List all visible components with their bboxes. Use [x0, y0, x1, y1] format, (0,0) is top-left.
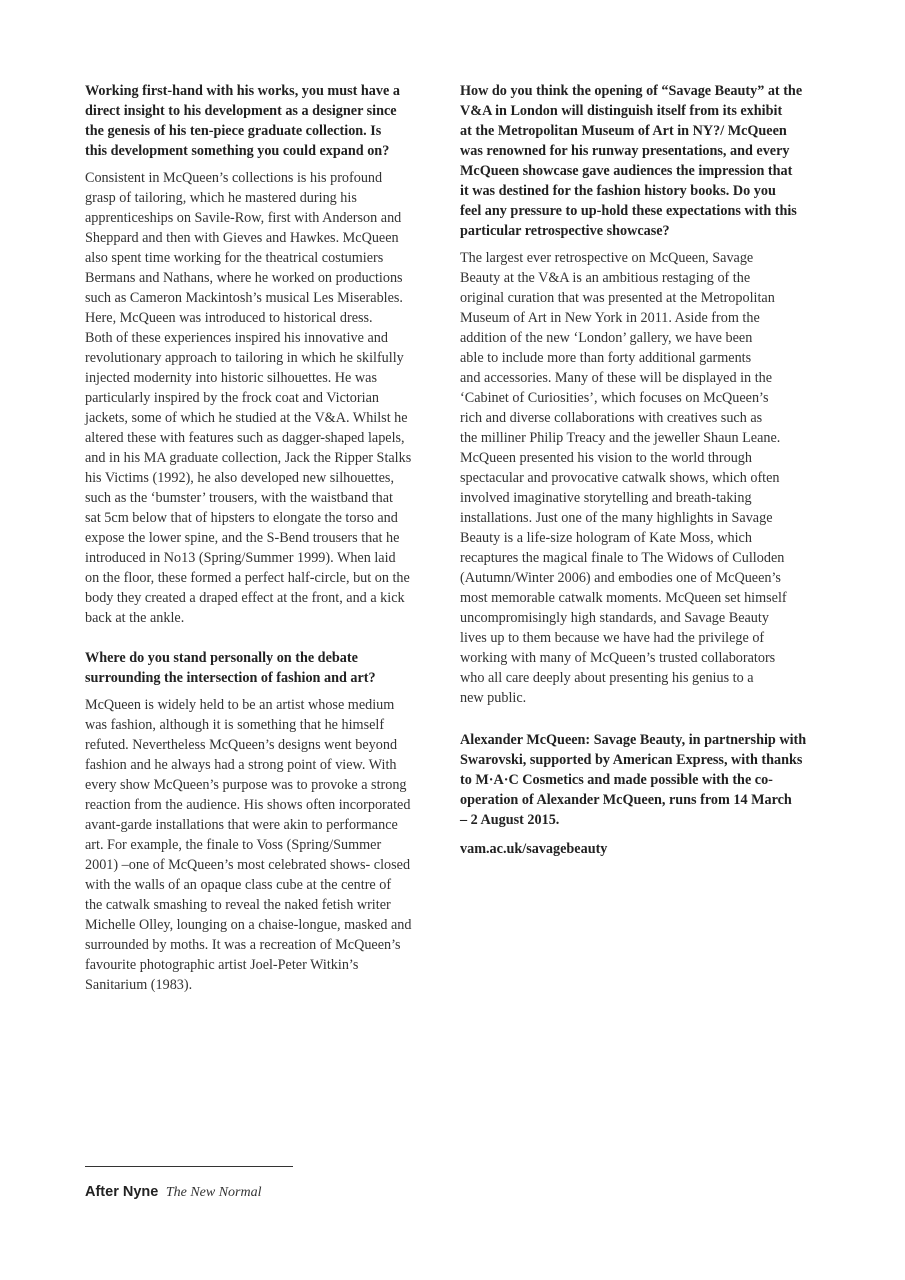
text-line: was renowned for his runway presentations, and every: [460, 143, 790, 159]
text-line: working with many of McQueen’s trusted collaborators: [460, 650, 776, 666]
text-line: this development something you could expand on?: [85, 143, 390, 159]
right-column: [460, 81, 830, 866]
text-line: spectacular and provocative catwalk shows, which often: [460, 470, 780, 486]
text-line: and in his MA graduate collection, Jack the Ripper Stalks: [85, 450, 412, 466]
website-link[interactable]: vam.ac.uk/savagebeauty: [460, 841, 608, 857]
text-line: able to include more than forty additional garments: [460, 350, 752, 366]
text-line: altered these with features such as dagger-shaped lapels,: [85, 430, 405, 446]
text-line: McQueen is widely held to be an artist whose medium: [85, 697, 395, 713]
text-line: fashion and he always had a strong point of view. With: [85, 757, 397, 773]
text-line: the genesis of his ten-piece graduate collection. Is: [85, 123, 382, 139]
text-line: Bermans and Nathans, where he worked on productions: [85, 270, 403, 286]
question-heading: [460, 81, 830, 241]
text-line: introduced in No13 (Spring/Summer 1999). When laid: [85, 550, 396, 566]
text-line: rich and diverse collaborations with creatives such as: [460, 410, 763, 426]
text-line: his Victims (1992), he also developed new silhouettes,: [85, 470, 394, 486]
text-line: lives up to them because we have had the privilege of: [460, 630, 765, 646]
text-line: such as the ‘bumster’ trousers, with the waistband that: [85, 490, 393, 506]
text-line: The largest ever retrospective on McQueen, Savage: [460, 250, 754, 266]
text-line: Sheppard and then with Gieves and Hawkes. McQueen: [85, 230, 399, 246]
text-line: also spent time working for the theatrical costumiers: [85, 250, 384, 266]
text-line: every show McQueen’s purpose was to provoke a strong: [85, 777, 407, 793]
text-line: McQueen presented his vision to the world through: [460, 450, 752, 466]
text-line: Museum of Art in New York in 2011. Aside from the: [460, 310, 760, 326]
text-line: Both of these experiences inspired his innovative and: [85, 330, 388, 346]
text-line: reaction from the audience. His shows often incorporated: [85, 797, 411, 813]
footer-divider: [85, 1166, 293, 1167]
text-line: Consistent in McQueen’s collections is his profound: [85, 170, 383, 186]
text-line: was fashion, although it is something that he himself: [85, 717, 385, 733]
answer-paragraph: [85, 695, 455, 995]
text-line: refuted. Nevertheless McQueen’s designs went beyond: [85, 737, 398, 753]
text-line: art. For example, the finale to Voss (Spring/Summer: [85, 837, 382, 853]
text-line: such as Cameron Mackintosh’s musical Les Miserables.: [85, 290, 403, 306]
text-line: grasp of tailoring, which he mastered during his: [85, 190, 357, 206]
text-line: addition of the new ‘London’ gallery, we have been: [460, 330, 753, 346]
footer-brand: After Nyne: [85, 1184, 159, 1200]
text-line: Beauty at the V&A is an ambitious restaging of the: [460, 270, 751, 286]
answer-paragraph: [85, 168, 455, 628]
text-line: recaptures the magical finale to The Widows of Culloden: [460, 550, 785, 566]
text-line: with the walls of an opaque class cube at the centre of: [85, 877, 392, 893]
text-line: Swarovski, supported by American Express, with thanks: [460, 752, 803, 768]
text-line: uncompromisingly high standards, and Savage Beauty: [460, 610, 769, 626]
text-line: to M·A·C Cosmetics and made possible with the co-: [460, 772, 773, 788]
text-line: it was destined for the fashion history books. Do you: [460, 183, 776, 199]
text-line: McQueen showcase gave audiences the impression that: [460, 163, 793, 179]
text-line: on the floor, these formed a perfect half-circle, but on the: [85, 570, 410, 586]
text-line: Beauty is a life-size hologram of Kate Moss, which: [460, 530, 752, 546]
text-line: Working first-hand with his works, you must have a: [85, 83, 400, 99]
text-line: sat 5cm below that of hipsters to elongate the torso and: [85, 510, 398, 526]
text-line: particularly inspired by the frock coat and Victorian: [85, 390, 379, 406]
text-line: 2001) –one of McQueen’s most celebrated shows- closed: [85, 857, 411, 873]
text-line: original curation that was presented at the Metropolitan: [460, 290, 775, 306]
text-line: the catwalk smashing to reveal the naked fetish writer: [85, 897, 391, 913]
text-line: jackets, some of which he studied at the V&A. Whilst he: [85, 410, 408, 426]
text-line: surrounding the intersection of fashion and art?: [85, 670, 376, 686]
text-line: Sanitarium (1983).: [85, 977, 193, 993]
text-line: Here, McQueen was introduced to historical dress.: [85, 310, 373, 326]
text-line: at the Metropolitan Museum of Art in NY?/ McQueen: [460, 123, 787, 139]
question-heading: [85, 81, 455, 161]
text-line: back at the ankle.: [85, 610, 185, 626]
text-line: – 2 August 2015.: [460, 812, 560, 828]
text-line: revolutionary approach to tailoring in which he skilfully: [85, 350, 404, 366]
text-line: How do you think the opening of “Savage Beauty” at the: [460, 83, 803, 99]
text-line: and accessories. Many of these will be displayed in the: [460, 370, 773, 386]
text-line: operation of Alexander McQueen, runs from 14 March: [460, 792, 792, 808]
text-line: feel any pressure to up-hold these expectations with this: [460, 203, 797, 219]
page-footer: [85, 1184, 262, 1201]
text-line: surrounded by moths. It was a recreation of McQueen’s: [85, 937, 401, 953]
answer-paragraph: [460, 248, 830, 708]
text-line: most memorable catwalk moments. McQueen set himself: [460, 590, 787, 606]
text-line: favourite photographic artist Joel-Peter Witkin’s: [85, 957, 359, 973]
text-line: injected modernity into historic silhouettes. He was: [85, 370, 377, 386]
footer-tagline: The New Normal: [165, 1185, 262, 1200]
text-line: new public.: [460, 690, 527, 706]
text-line: Alexander McQueen: Savage Beauty, in partnership with: [460, 732, 807, 748]
text-line: expose the lower spine, and the S-Bend trousers that he: [85, 530, 400, 546]
text-line: (Autumn/Winter 2006) and embodies one of McQueen’s: [460, 570, 781, 586]
exhibition-credit: [460, 730, 830, 830]
text-line: V&A in London will distinguish itself from its exhibit: [460, 103, 783, 119]
text-line: involved imaginative storytelling and breath-taking: [460, 490, 752, 506]
text-line: Michelle Olley, lounging on a chaise-longue, masked and: [85, 917, 412, 933]
text-line: avant-garde installations that were akin to performance: [85, 817, 398, 833]
text-line: body they created a draped effect at the front, and a kick: [85, 590, 405, 606]
left-column: [85, 81, 455, 1007]
text-line: ‘Cabinet of Curiosities’, which focuses on McQueen’s: [460, 390, 769, 406]
text-line: particular retrospective showcase?: [460, 223, 670, 239]
text-line: who all care deeply about presenting his genius to a: [460, 670, 754, 686]
question-heading: [85, 648, 455, 688]
text-line: the milliner Philip Treacy and the jeweller Shaun Leane.: [460, 430, 781, 446]
text-line: direct insight to his development as a designer since: [85, 103, 397, 119]
text-line: installations. Just one of the many highlights in Savage: [460, 510, 773, 526]
text-line: apprenticeships on Savile-Row, first with Anderson and: [85, 210, 402, 226]
text-line: Where do you stand personally on the debate: [85, 650, 358, 666]
